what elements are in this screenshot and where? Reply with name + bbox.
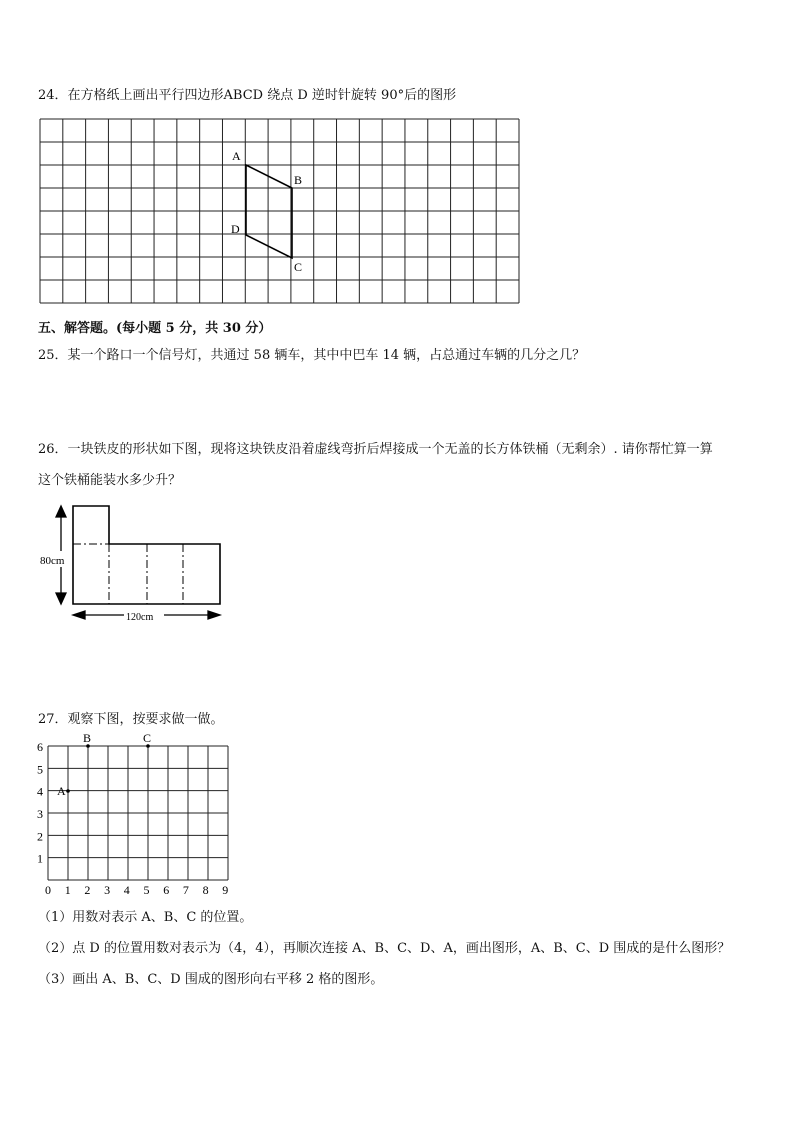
coordinate-grid-lines [48, 746, 228, 880]
label-c: C [294, 260, 303, 274]
q27-text: 27．观察下图，按要求做一做。 [38, 712, 224, 727]
y-tick-label: 3 [37, 807, 43, 821]
x-tick-label: 7 [182, 883, 189, 897]
x-tick-label: 4 [123, 883, 130, 897]
y-tick-label: 2 [37, 829, 43, 844]
x-tick-label: 2 [84, 883, 91, 897]
point-a-label: A [57, 784, 66, 798]
y-tick-label: 6 [37, 740, 43, 754]
q27-sub1: （1）用数对表示 A、B、C 的位置。 [38, 910, 253, 925]
x-tick-label: 3 [104, 883, 111, 897]
q24-text: 24．在方格纸上画出平行四边形ABCD 绕点 D 逆时针旋转 90°后的图形 [38, 88, 457, 103]
q27-sub2: （2）点 D 的位置用数对表示为（4，4），再顺次连接 A、B、C、D、A，画出图形，A、B、C、D 围成的是什么图形？ [38, 941, 731, 956]
point-c-label: C [143, 731, 152, 745]
point-a-dot [66, 789, 70, 793]
x-tick-label: 1 [64, 883, 71, 897]
y-tick-label: 4 [37, 784, 43, 799]
label-a: A [232, 149, 241, 163]
q26-text-line2: 这个铁桶能装水多少升？ [38, 473, 182, 488]
x-tick-label: 9 [222, 883, 229, 897]
x-tick-label: 6 [163, 883, 170, 897]
label-d: D [231, 222, 240, 236]
height-label: 80cm [40, 555, 65, 567]
q26-text-line1: 26．一块铁皮的形状如下图，现将这块铁皮沿着虚线弯折后焊接成一个无盖的长方体铁桶（无剩余）. 请你帮忙算一算 [38, 442, 713, 457]
point-b-label: B [83, 731, 92, 745]
label-b: B [294, 173, 303, 187]
x-tick-label: 8 [202, 883, 209, 897]
y-tick-label: 5 [37, 762, 43, 777]
x-tick-label: 0 [45, 883, 51, 897]
q25-text: 25．某一个路口一个信号灯，共通过 58 辆车，其中中巴车 14 辆，占总通过车辆的几分之几？ [38, 348, 586, 363]
width-label: 120cm [126, 612, 154, 623]
q27-sub3: （3）画出 A、B、C、D 围成的图形向右平移 2 格的图形。 [38, 972, 384, 987]
section-heading: 五、解答题。(每小题 5 分，共 30 分） [38, 321, 272, 336]
y-tick-label: 1 [37, 851, 43, 866]
x-tick-label: 5 [143, 883, 150, 897]
